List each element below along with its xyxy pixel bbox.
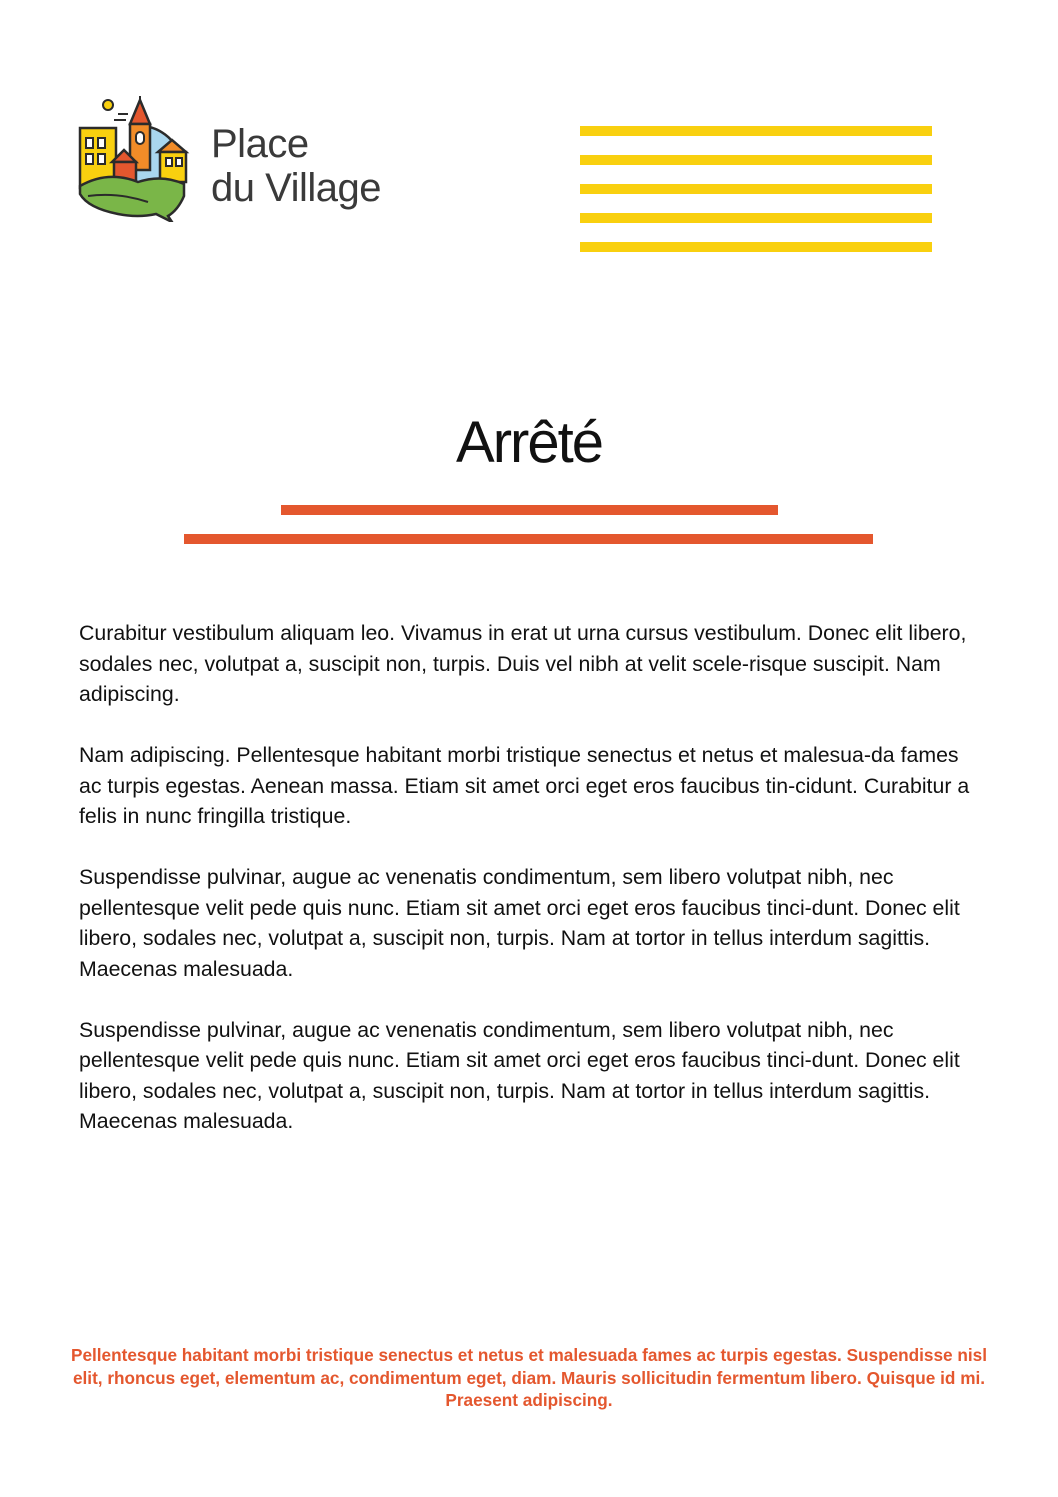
body-text: [79, 618, 979, 1167]
paragraph-4: Suspendisse pulvinar, augue ac venenatis condimentum, sem libero volutpat nibh, nec pellentesque velit pede quis nunc. Etiam sit amet orci eget eros faucibus tinci-dunt. Donec elit libero, sodales nec, volutpat a, suscipit non, turpis. Nam at tortor in tellus interdum sagittis. Maecenas malesuada.: [79, 1017, 960, 1133]
paragraph-2: Nam adipiscing. Pellentesque habitant morbi tristique senectus et netus et malesua-da fames ac turpis egestas. Aenean massa. Etiam sit amet orci eget eros faucibus tin-cidunt. Curabitur a felis in nunc fringilla tristique.: [79, 743, 970, 828]
title-underline-short: [281, 505, 778, 515]
stripe: [580, 126, 932, 136]
page-title: Arrêté: [456, 410, 602, 475]
yellow-stripes-decoration: [580, 126, 932, 271]
village-logo-icon: [78, 96, 190, 222]
stripe: [580, 155, 932, 165]
footer-note: Pellentesque habitant morbi tristique senectus et netus et malesuada fames ac turpis egestas. Suspendisse nisl elit, rhoncus eget, elementum ac, condimentum eget, diam. Mauris sollicitudin fermentum libero. Quisque id mi. Praesent adipiscing.: [70, 1345, 987, 1410]
paragraph-1: Curabitur vestibulum aliquam leo. Vivamus in erat ut urna cursus vestibulum. Donec elit libero, sodales nec, volutpat a, suscipit non, turpis. Duis vel nibh at velit scele-risque suscipit. Nam adipiscing.: [79, 621, 967, 706]
logo-line-1: Place: [211, 122, 309, 166]
paragraph-3: Suspendisse pulvinar, augue ac venenatis condimentum, sem libero volutpat nibh, nec pellentesque velit pede quis nunc. Etiam sit amet orci eget eros faucibus tinci-dunt. Donec elit libero, sodales nec, volutpat a, suscipit non, turpis. Nam at tortor in tellus interdum sagittis. Maecenas malesuada.: [79, 865, 960, 981]
stripe: [580, 184, 932, 194]
logo: [78, 96, 438, 226]
stripe: [580, 213, 932, 223]
stripe: [580, 242, 932, 252]
title-underline-long: [184, 534, 873, 544]
logo-wordmark: [211, 122, 381, 210]
logo-line-2: du Village: [211, 166, 381, 210]
